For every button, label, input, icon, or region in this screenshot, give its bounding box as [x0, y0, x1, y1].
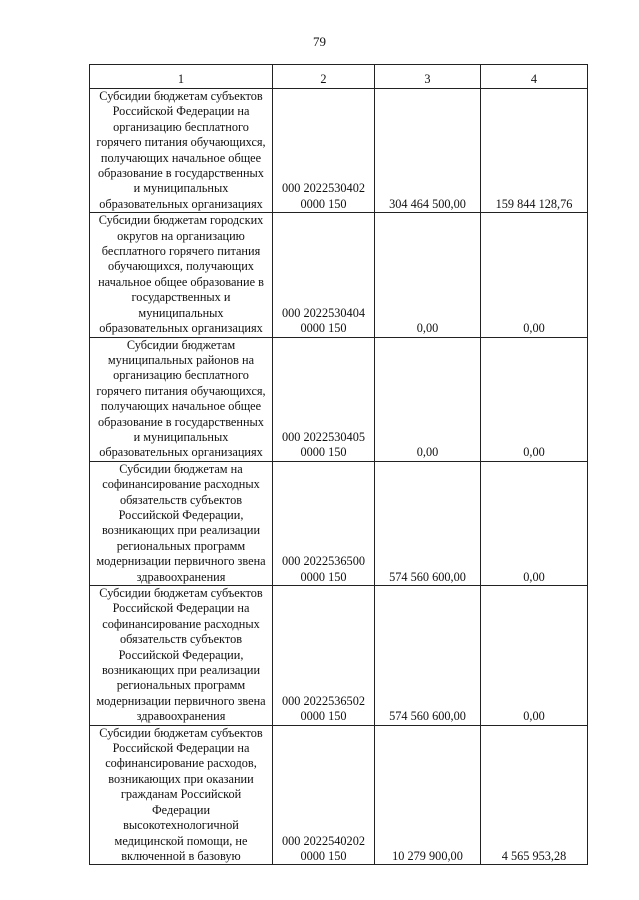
description-line: здравоохранения: [136, 709, 226, 724]
budget-code-line: 0000 150: [300, 709, 347, 724]
row-budget-code: [273, 586, 375, 726]
description-line: высокотехнологичной: [123, 818, 239, 833]
description-line: включенной в базовую: [121, 848, 241, 863]
description-line: медицинской помощи, не: [114, 833, 248, 848]
description-line: государственных и: [131, 290, 231, 305]
description-line: возникающих при оказании: [108, 771, 254, 786]
description-line: Российской Федерации на: [112, 741, 250, 756]
budget-code-line: 0000 150: [300, 848, 347, 863]
description-line: софинансирование расходных: [102, 477, 260, 492]
table-row: [90, 213, 588, 337]
description-line: модернизации первичного звена: [96, 554, 266, 569]
row-budget-code: [273, 725, 375, 865]
description-line: образовательных организациях: [99, 321, 263, 336]
row-value-column-3: 304 464 500,00: [375, 89, 481, 213]
row-value-column-3: 0,00: [375, 337, 481, 461]
budget-code-line: 0000 150: [300, 445, 347, 460]
row-description: [90, 337, 273, 461]
row-budget-code: [273, 337, 375, 461]
description-line: и муниципальных: [133, 429, 229, 444]
row-description: [90, 725, 273, 865]
budget-code-line: 000 2022530404: [281, 305, 365, 320]
description-line: возникающих при реализации: [101, 523, 261, 538]
row-description: [90, 461, 273, 585]
description-line: организацию бесплатного: [113, 119, 249, 134]
budget-code-line: 000 2022540202: [281, 833, 365, 848]
row-value-column-3: 574 560 600,00: [375, 586, 481, 726]
description-line: софинансирование расходных: [102, 616, 260, 631]
row-value-column-3: 10 279 900,00: [375, 725, 481, 865]
budget-code-line: 0000 150: [300, 196, 347, 211]
description-line: округов на организацию: [117, 228, 245, 243]
row-value-column-4: 0,00: [481, 461, 588, 585]
description-line: Субсидии бюджетам субъектов: [99, 725, 263, 740]
description-line: бесплатного горячего питания: [101, 244, 261, 259]
description-line: региональных программ: [116, 678, 246, 693]
row-budget-code: [273, 89, 375, 213]
description-line: здравоохранения: [136, 569, 226, 584]
budget-code-line: 0000 150: [300, 321, 347, 336]
description-line: получающих начальное общее: [100, 150, 262, 165]
table-row: [90, 337, 588, 461]
row-value-column-3: 0,00: [375, 213, 481, 337]
description-line: гражданам Российской: [120, 787, 242, 802]
row-value-column-4: 0,00: [481, 337, 588, 461]
description-line: организацию бесплатного: [113, 368, 249, 383]
description-line: Субсидии бюджетам: [126, 337, 236, 352]
description-line: получающих начальное общее: [100, 399, 262, 414]
description-line: муниципальных: [138, 305, 224, 320]
description-line: региональных программ: [116, 538, 246, 553]
budget-code-line: 000 2022536500: [281, 554, 365, 569]
table-header-row: [90, 65, 588, 89]
description-line: возникающих при реализации: [101, 663, 261, 678]
budget-table: [89, 64, 588, 865]
row-description: [90, 89, 273, 213]
description-line: Субсидии бюджетам субъектов: [99, 89, 263, 103]
column-header-1: 1: [90, 65, 273, 89]
description-line: модернизации первичного звена: [96, 693, 266, 708]
description-line: Федерации: [151, 802, 211, 817]
description-line: Российской Федерации,: [118, 507, 244, 522]
budget-code-line: 0000 150: [300, 569, 347, 584]
budget-code-line: 000 2022530402: [281, 181, 365, 196]
row-value-column-4: 4 565 953,28: [481, 725, 588, 865]
column-header-3: 3: [375, 65, 481, 89]
description-line: Субсидии бюджетам городских: [98, 213, 264, 228]
page-number: 79: [313, 34, 326, 49]
description-line: Российской Федерации на: [112, 601, 250, 616]
description-line: образовательных организациях: [99, 196, 263, 211]
row-value-column-4: 0,00: [481, 586, 588, 726]
description-line: горячего питания обучающихся,: [96, 135, 266, 150]
description-line: Субсидии бюджетам на: [119, 461, 243, 476]
row-value-column-3: 574 560 600,00: [375, 461, 481, 585]
row-value-column-4: 159 844 128,76: [481, 89, 588, 213]
description-line: образование в государственных: [98, 414, 264, 429]
description-line: обязательств субъектов: [119, 492, 243, 507]
column-header-2: 2: [273, 65, 375, 89]
table-row: [90, 461, 588, 585]
row-value-column-4: 0,00: [481, 213, 588, 337]
description-line: софинансирование расходов,: [105, 756, 257, 771]
description-line: Российской Федерации на: [112, 104, 250, 119]
row-description: [90, 213, 273, 337]
description-line: образование в государственных: [98, 166, 264, 181]
table-row: [90, 725, 588, 865]
description-line: начальное общее образование в: [98, 274, 264, 289]
description-line: обязательств субъектов: [119, 632, 243, 647]
description-line: и муниципальных: [133, 181, 229, 196]
description-line: Российской Федерации,: [118, 647, 244, 662]
column-header-4: 4: [481, 65, 588, 89]
row-budget-code: [273, 213, 375, 337]
row-description: [90, 586, 273, 726]
table-row: [90, 89, 588, 213]
description-line: образовательных организациях: [99, 445, 263, 460]
table-row: [90, 586, 588, 726]
description-line: муниципальных районов на: [107, 352, 255, 367]
description-line: обучающихся, получающих: [108, 259, 254, 274]
budget-code-line: 000 2022536502: [281, 693, 365, 708]
budget-code-line: 000 2022530405: [281, 429, 365, 444]
description-line: Субсидии бюджетам субъектов: [99, 586, 263, 600]
description-line: горячего питания обучающихся,: [96, 383, 266, 398]
row-budget-code: [273, 461, 375, 585]
